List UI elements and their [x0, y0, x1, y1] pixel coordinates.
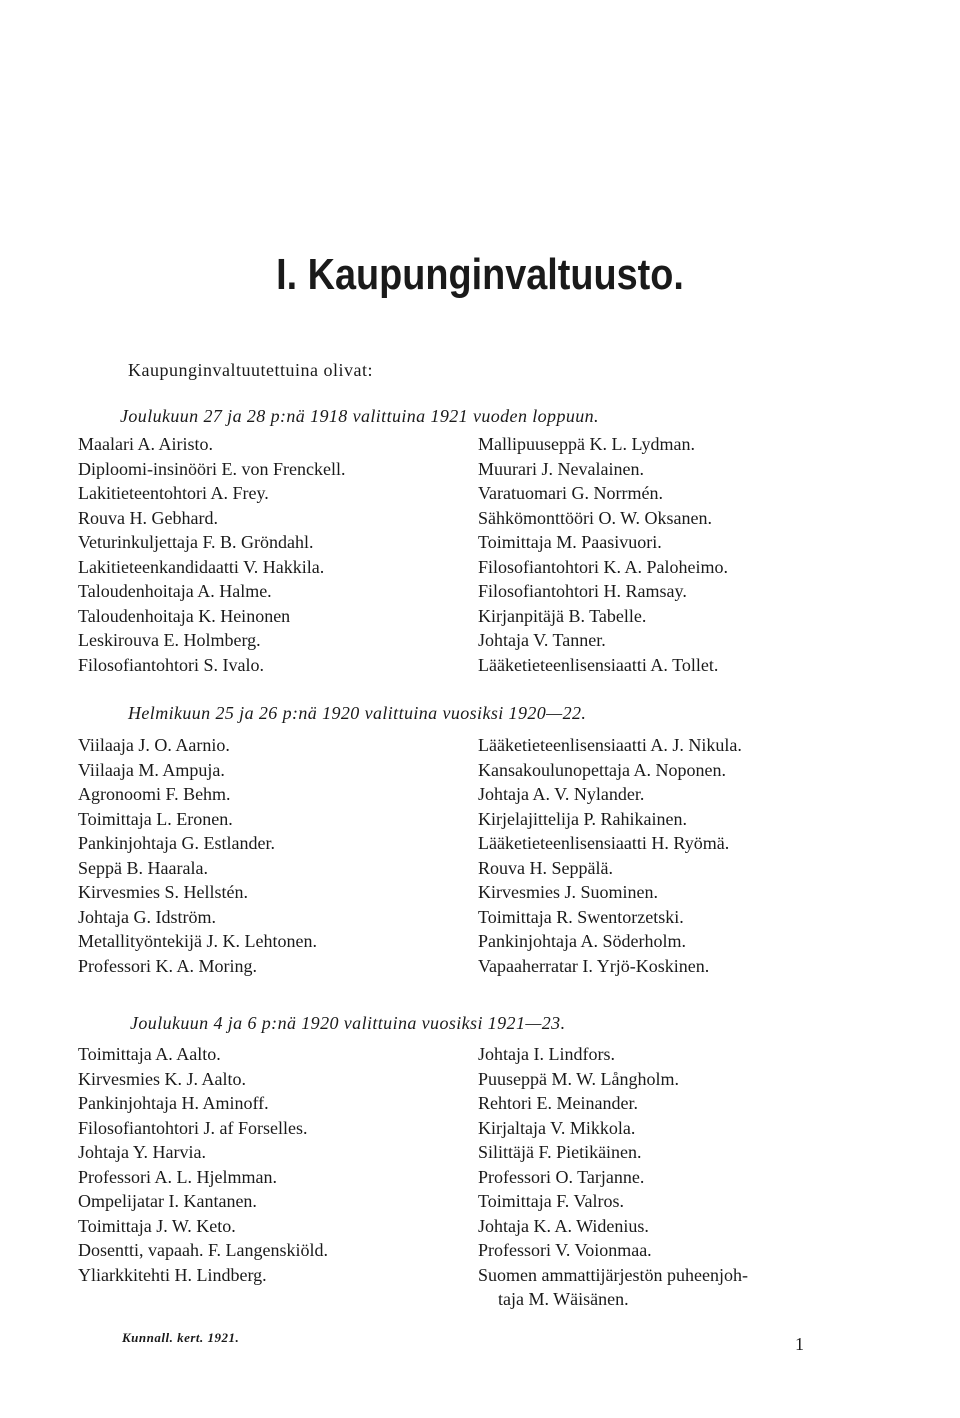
list-item: Varatuomari G. Norrmén. [478, 483, 663, 503]
list-item: Ompelijatar I. Kantanen. [78, 1191, 257, 1211]
list-item: Seppä B. Haarala. [78, 857, 208, 878]
list-item: Metallityöntekijä J. K. Lehtonen. [78, 931, 317, 951]
section-2-right-column [478, 733, 742, 978]
section-1-heading: Joulukuun 27 ja 28 p:nä 1918 valittuina 1921 vuoden loppuun. [120, 406, 599, 426]
list-item: Kirjelajittelija P. Rahikainen. [478, 808, 687, 829]
list-item: Kirvesmies S. Hellstén. [78, 882, 248, 902]
list-item: Muurari J. Nevalainen. [478, 458, 644, 479]
list-item: Viilaaja M. Ampuja. [78, 759, 225, 780]
list-item: Toimittaja M. Paasivuori. [478, 532, 662, 552]
section-3-left-column [78, 1042, 328, 1287]
list-item: Rehtori E. Meinander. [478, 1093, 638, 1113]
list-item: Professori K. A. Moring. [78, 955, 257, 976]
list-item: Johtaja K. A. Widenius. [478, 1215, 649, 1236]
list-item: Lakitieteenkandidaatti V. Hakkila. [78, 556, 325, 577]
list-item: Taloudenhoitaja A. Halme. [78, 581, 272, 601]
section-1-right-column [478, 432, 728, 677]
list-item: Johtaja G. Idström. [78, 906, 216, 927]
section-2-left-column [78, 733, 317, 978]
section-1-left-column [78, 432, 345, 677]
footer-publication: Kunnall. kert. 1921. [122, 1330, 240, 1345]
list-item: Silittäjä F. Pietikäinen. [478, 1142, 642, 1162]
section-2-heading: Helmikuun 25 ja 26 p:nä 1920 valittuina vuosiksi 1920—22. [128, 703, 587, 723]
list-item: Agronoomi F. Behm. [78, 784, 231, 804]
list-item: Pankinjohtaja A. Söderholm. [478, 931, 686, 951]
list-item: Johtaja A. V. Nylander. [478, 784, 645, 804]
list-item: Pankinjohtaja G. Estlander. [78, 833, 275, 853]
list-item: Rouva H. Seppälä. [478, 857, 613, 878]
list-item: Filosofiantohtori K. A. Paloheimo. [478, 556, 728, 577]
list-item: Toimittaja A. Aalto. [78, 1044, 221, 1064]
list-item: Professori V. Voionmaa. [478, 1240, 652, 1260]
list-item: Filosofiantohtori S. Ivalo. [78, 654, 264, 675]
list-item: Kirvesmies J. Suominen. [478, 882, 658, 902]
list-item: Filosofiantohtori H. Ramsay. [478, 581, 687, 601]
list-item: Lääketieteenlisensiaatti H. Ryömä. [478, 833, 730, 853]
list-item: Professori O. Tarjanne. [478, 1166, 645, 1187]
list-item: Toimittaja J. W. Keto. [78, 1215, 236, 1236]
list-item: Toimittaja L. Eronen. [78, 808, 233, 829]
list-item: Kirjaltaja V. Mikkola. [478, 1117, 636, 1138]
page-title: I. Kaupunginvaltuusto. [276, 250, 684, 299]
list-item: Dosentti, vapaah. F. Langenskiöld. [78, 1240, 329, 1260]
list-item: Lakitieteentohtori A. Frey. [78, 483, 269, 503]
list-item: Toimittaja F. Valros. [478, 1191, 624, 1211]
list-item: Vapaaherratar I. Yrjö-Koskinen. [478, 955, 710, 976]
list-item: Taloudenhoitaja K. Heinonen [78, 605, 291, 626]
list-item: Maalari A. Airisto. [78, 434, 213, 454]
list-item: Johtaja V. Tanner. [478, 630, 606, 650]
list-item: Sähkömonttööri O. W. Oksanen. [478, 507, 712, 528]
list-item: Professori A. L. Hjelmman. [78, 1166, 277, 1187]
intro-text: Kaupunginvaltuutettuina olivat: [128, 360, 373, 380]
list-item: Veturinkuljettaja F. B. Gröndahl. [78, 532, 314, 552]
section-3-heading: Joulukuun 4 ja 6 p:nä 1920 valittuina vuosiksi 1921—23. [130, 1013, 566, 1033]
list-item: Johtaja I. Lindfors. [478, 1044, 615, 1064]
list-item: Puuseppä M. W. Långholm. [478, 1068, 679, 1089]
list-item: Pankinjohtaja H. Aminoff. [78, 1093, 269, 1113]
list-item: Lääketieteenlisensiaatti A. J. Nikula. [478, 735, 742, 755]
list-item: Mallipuuseppä K. L. Lydman. [478, 434, 695, 454]
list-item: Yliarkkitehti H. Lindberg. [78, 1264, 267, 1285]
list-item: Kirvesmies K. J. Aalto. [78, 1068, 246, 1089]
list-item: Leskirouva E. Holmberg. [78, 630, 261, 650]
list-item: Lääketieteenlisensiaatti A. Tollet. [478, 654, 719, 675]
list-item: Suomen ammattijärjestön puheenjoh- [478, 1264, 748, 1285]
list-item: Rouva H. Gebhard. [78, 507, 218, 528]
list-item: Viilaaja J. O. Aarnio. [78, 735, 230, 755]
list-item: Filosofiantohtori J. af Forselles. [78, 1117, 308, 1138]
section-3-right-column [478, 1042, 748, 1312]
list-item: Kansakoulunopettaja A. Noponen. [478, 759, 726, 780]
page-number: 1 [795, 1334, 804, 1354]
list-item: Kirjanpitäjä B. Tabelle. [478, 605, 647, 626]
list-item: Diploomi-insinööri E. von Frenckell. [78, 458, 346, 479]
list-item: Johtaja Y. Harvia. [78, 1142, 206, 1162]
list-item-continuation: taja M. Wäisänen. [498, 1289, 629, 1309]
list-item: Toimittaja R. Swentorzetski. [478, 906, 684, 927]
